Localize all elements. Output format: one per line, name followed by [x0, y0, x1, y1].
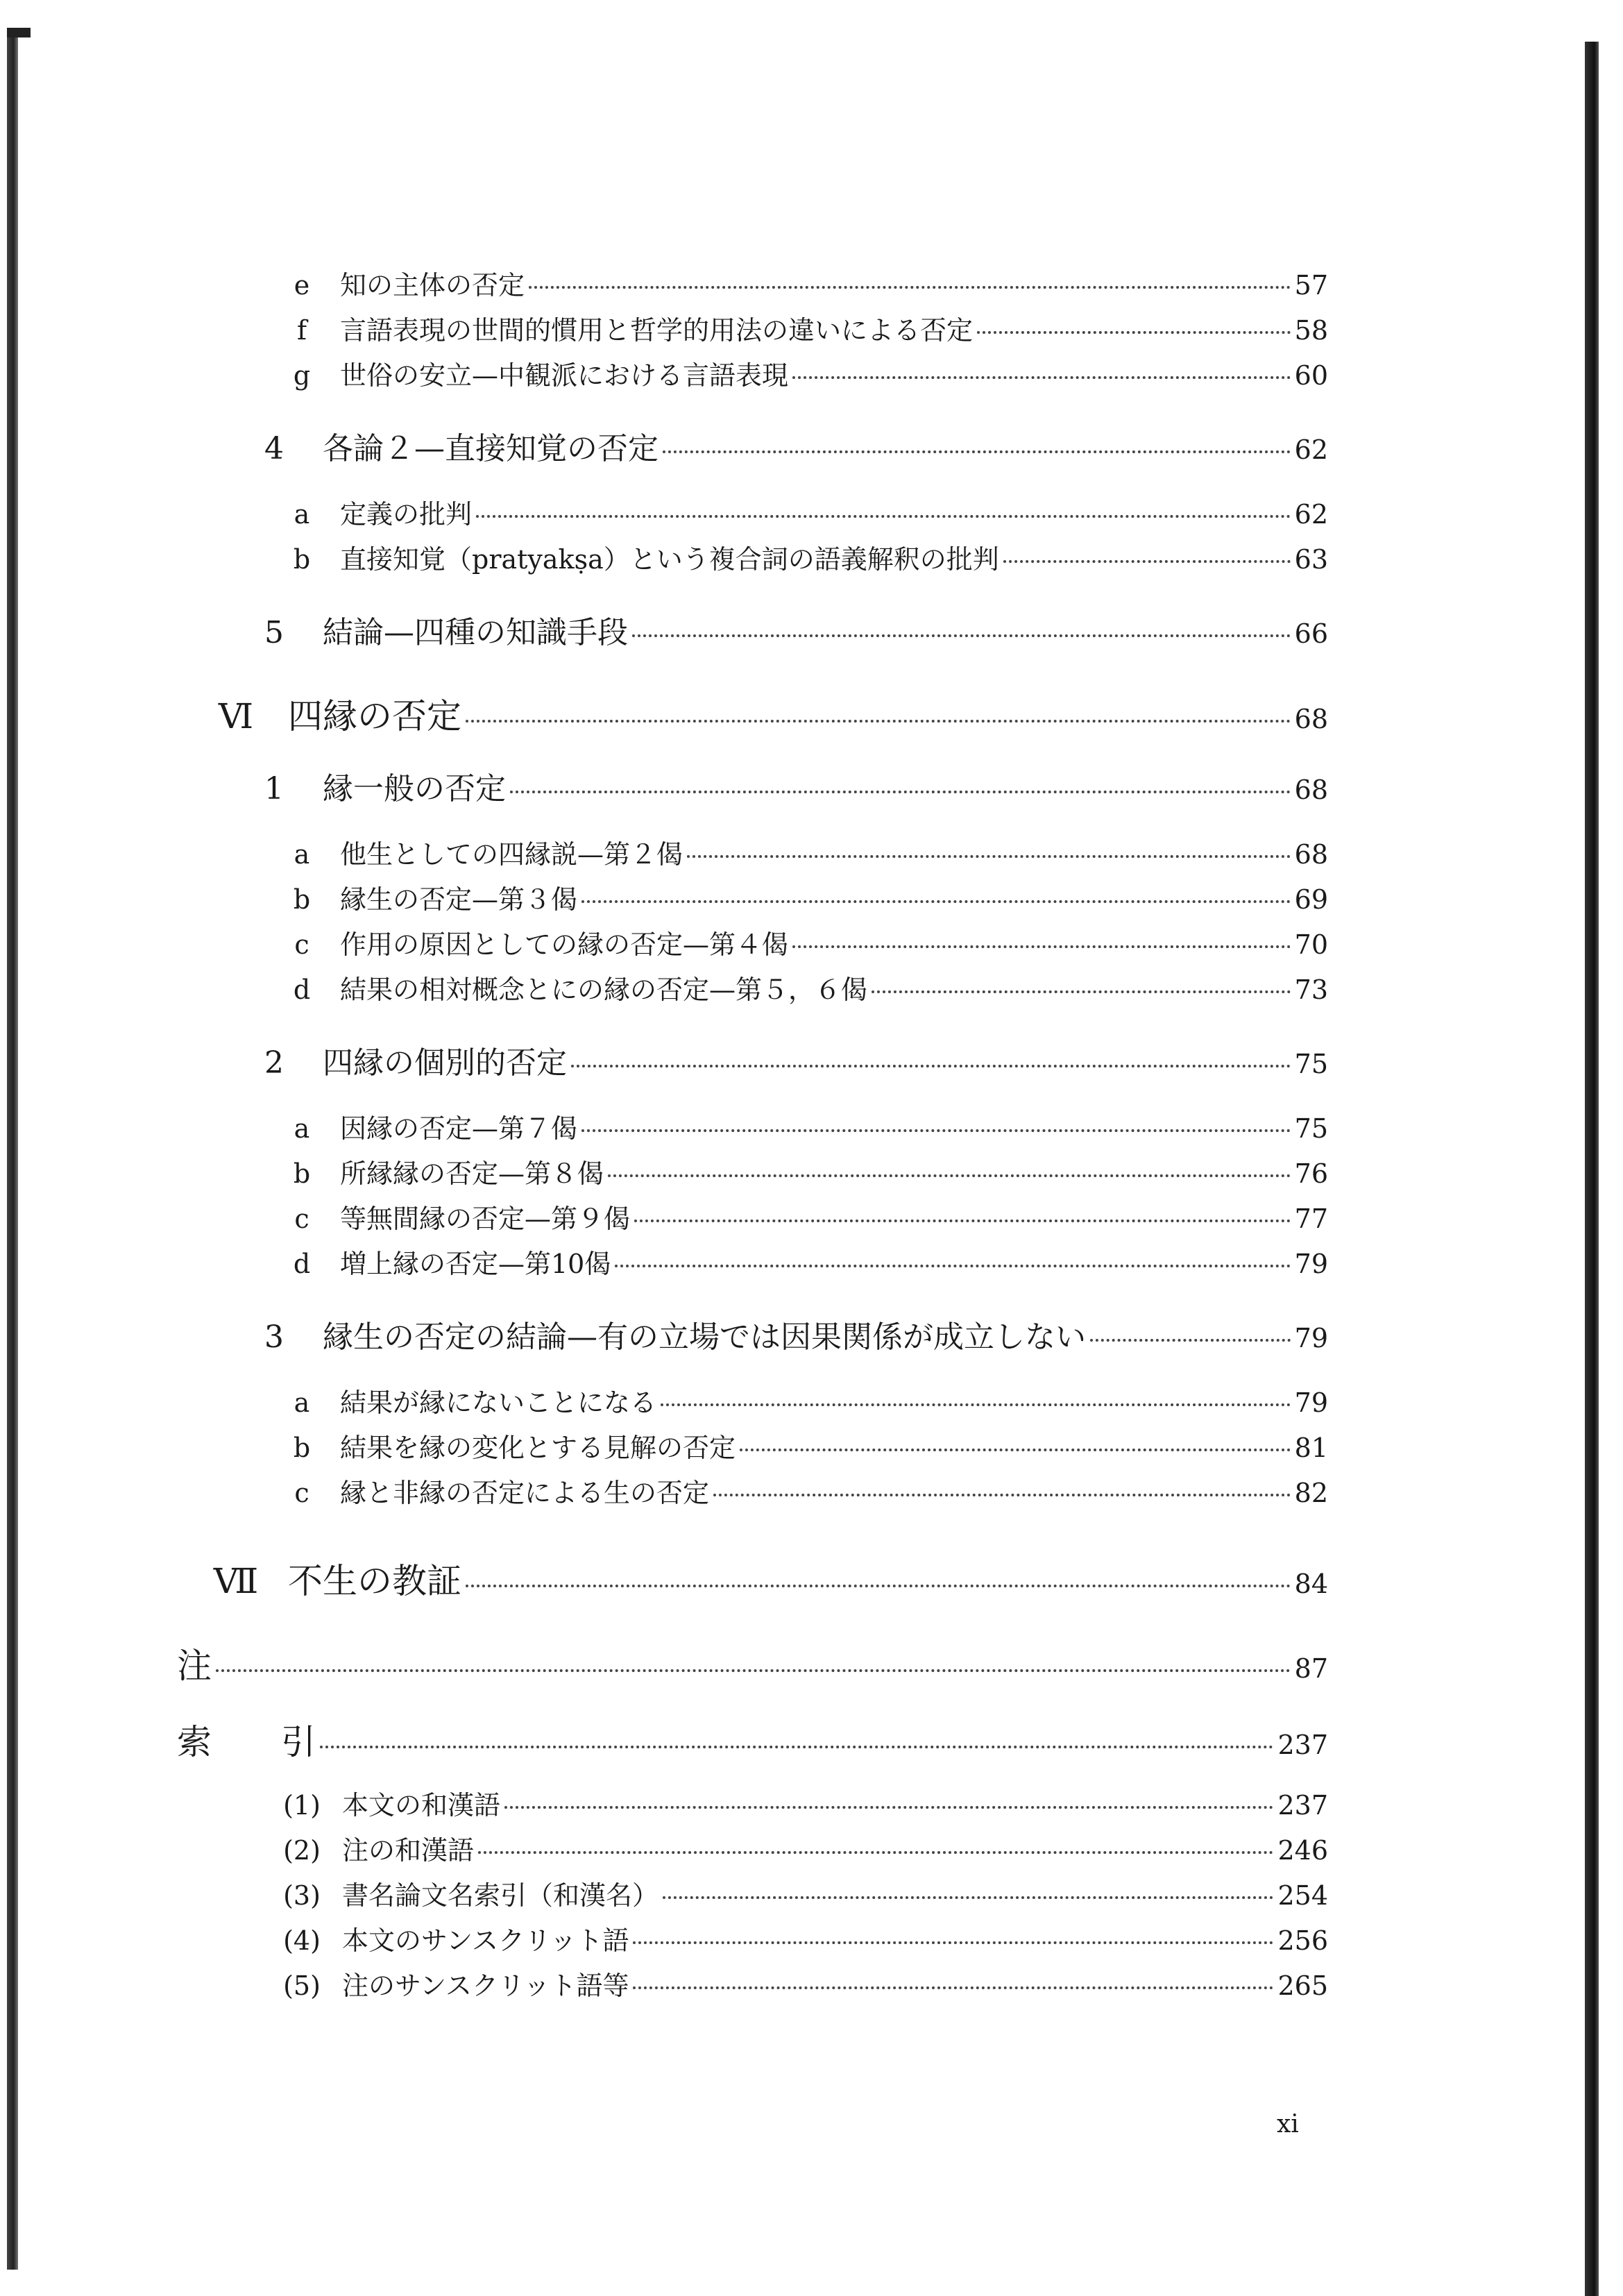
dot-leader [632, 634, 1291, 637]
toc-page: 69 [1294, 884, 1328, 915]
toc-label: 世俗の安立—中観派における言語表現 [340, 360, 789, 391]
toc-number: b [293, 1158, 311, 1189]
toc-label: 結果を縁の変化とする見解の否定 [340, 1433, 736, 1463]
toc-number: d [293, 1249, 311, 1279]
toc-page: 60 [1294, 360, 1328, 391]
dot-leader [687, 855, 1291, 858]
toc-entry [288, 354, 1328, 392]
dot-leader [713, 1494, 1291, 1496]
toc-entry [288, 1426, 1328, 1464]
toc-number: a [294, 839, 310, 870]
toc-number: e [294, 270, 310, 301]
toc-page: 76 [1294, 1158, 1328, 1189]
toc-label: 等無間縁の否定—第９偈 [340, 1204, 631, 1234]
dot-leader [977, 331, 1291, 334]
toc-label: 各論２—直接知覚の否定 [323, 431, 658, 466]
toc-page: 75 [1294, 1049, 1328, 1079]
toc-label: 知の主体の否定 [340, 270, 525, 301]
dot-leader [792, 376, 1291, 379]
toc-entry [288, 878, 1328, 916]
toc-page: 77 [1294, 1204, 1328, 1234]
dot-leader [615, 1265, 1290, 1267]
toc-entry [281, 1874, 1328, 1912]
toc-label: 因縁の否定—第７偈 [340, 1113, 578, 1144]
toc-page: 62 [1294, 434, 1328, 465]
dot-leader [608, 1174, 1291, 1177]
toc-page: 63 [1294, 544, 1328, 575]
toc-page: 265 [1277, 1970, 1328, 2001]
dot-leader [634, 1219, 1291, 1222]
toc-entry [212, 689, 1328, 738]
dot-leader [663, 1896, 1273, 1899]
toc-entry [288, 264, 1328, 302]
toc-page: 62 [1294, 499, 1328, 530]
toc-page: 256 [1277, 1925, 1328, 1956]
toc-label: 索 引 [177, 1722, 316, 1762]
toc-entry [288, 1107, 1328, 1145]
toc-number: 1 [264, 771, 284, 807]
toc-entry [288, 968, 1328, 1006]
toc-label: 注のサンスクリット語等 [342, 1970, 629, 2001]
toc-page: 75 [1294, 1113, 1328, 1144]
dot-leader [571, 1065, 1291, 1067]
toc-entry [288, 309, 1328, 347]
toc-number: 4 [264, 431, 284, 466]
dot-leader [633, 1986, 1273, 1989]
toc-number: d [293, 974, 311, 1005]
toc-label: 作用の原因としての縁の否定—第４偈 [340, 929, 789, 960]
toc-entry [281, 1784, 1328, 1822]
toc-label: 注 [177, 1646, 212, 1686]
toc-number: b [293, 884, 311, 915]
dot-leader [216, 1669, 1291, 1672]
toc-page: 73 [1294, 974, 1328, 1005]
toc-page: 79 [1294, 1249, 1328, 1279]
toc-page: 237 [1277, 1790, 1328, 1821]
dot-leader [320, 1746, 1273, 1748]
toc-number: 2 [264, 1045, 284, 1081]
toc-entry [260, 1312, 1328, 1356]
dot-leader [581, 1129, 1291, 1132]
toc-number: (1) [283, 1790, 321, 1821]
toc-label: 縁生の否定—第３偈 [340, 884, 578, 915]
dot-leader [1090, 1339, 1291, 1342]
toc-page: 70 [1294, 929, 1328, 960]
page-number: xi [1277, 2110, 1299, 2138]
toc-number: b [293, 1433, 311, 1463]
dot-leader [466, 720, 1291, 723]
toc-page: 57 [1294, 270, 1328, 301]
toc-page: 246 [1277, 1835, 1328, 1866]
dot-leader [510, 791, 1291, 793]
toc-entry [260, 607, 1328, 652]
toc-label: 縁一般の否定 [323, 771, 506, 807]
toc-page: 87 [1294, 1653, 1328, 1684]
toc-entry [281, 1919, 1328, 1957]
toc-label: 縁生の否定の結論—有の立場では因果関係が成立しない [323, 1319, 1086, 1355]
toc-entry [260, 763, 1328, 808]
toc-entry [281, 1829, 1328, 1867]
toc-label: 不生の教証 [288, 1561, 461, 1601]
dot-leader [476, 515, 1291, 518]
toc-number: (3) [283, 1880, 321, 1911]
toc-label: 縁と非縁の否定による生の否定 [340, 1478, 710, 1508]
toc-label: 本文のサンスクリット語 [342, 1925, 629, 1956]
dot-leader [872, 990, 1291, 993]
toc-page: 254 [1277, 1880, 1328, 1911]
toc-number: b [293, 544, 311, 575]
toc-number: Ⅶ [213, 1561, 259, 1601]
toc-entry [212, 1553, 1328, 1603]
toc-label: 書名論文名索引（和漢名） [342, 1880, 659, 1911]
toc-entry [288, 538, 1328, 576]
toc-label: 直接知覚（pratyakṣa）という複合詞の語義解釈の批判 [340, 544, 999, 575]
toc-entry [260, 1038, 1328, 1082]
toc-entry [288, 1471, 1328, 1510]
dot-leader [661, 1403, 1291, 1406]
dot-leader [740, 1449, 1291, 1451]
dot-leader [504, 1806, 1273, 1809]
toc-number: c [294, 1204, 309, 1234]
toc-entry [288, 1152, 1328, 1190]
toc-number: (4) [283, 1925, 321, 1956]
toc-number: g [293, 360, 311, 391]
toc-entry [288, 1197, 1328, 1235]
toc-label: 本文の和漢語 [342, 1790, 501, 1821]
toc-page: 79 [1294, 1323, 1328, 1353]
toc-page: 68 [1294, 775, 1328, 805]
toc-label: 結論—四種の知識手段 [323, 615, 628, 650]
dot-leader [663, 450, 1291, 453]
toc-page: 79 [1294, 1387, 1328, 1418]
toc-label: 他生としての四縁説—第２偈 [340, 839, 683, 870]
toc-entry [281, 1964, 1328, 2002]
toc-number: a [294, 1387, 310, 1418]
dot-leader [633, 1941, 1273, 1944]
toc-number: (5) [283, 1970, 321, 2001]
toc-entry [288, 493, 1328, 531]
toc-page: 82 [1294, 1478, 1328, 1508]
toc-label: 四縁の否定 [288, 696, 461, 736]
toc-entry [260, 423, 1328, 468]
toc-page: 68 [1294, 704, 1328, 734]
dot-leader [529, 286, 1291, 289]
toc-number: a [294, 499, 310, 530]
dot-leader [581, 900, 1291, 903]
toc-number: Ⅵ [218, 696, 254, 736]
dot-leader [792, 945, 1291, 948]
toc-page: 68 [1294, 839, 1328, 870]
toc-label: 四縁の個別的否定 [323, 1045, 567, 1081]
toc-label: 言語表現の世間的慣用と哲学的用法の違いによる否定 [340, 315, 974, 346]
toc-entry [288, 833, 1328, 871]
toc-number: a [294, 1113, 310, 1144]
toc-number: f [296, 315, 307, 346]
toc-page: 58 [1294, 315, 1328, 346]
toc-number: c [294, 1478, 309, 1508]
toc-number: (2) [283, 1835, 321, 1866]
toc-entry [288, 923, 1328, 961]
toc-entry [288, 1242, 1328, 1281]
toc-number: c [294, 929, 309, 960]
toc-entry [288, 1381, 1328, 1419]
toc-number: 5 [264, 615, 284, 650]
toc-page: 237 [1277, 1730, 1328, 1760]
toc-page: 81 [1294, 1433, 1328, 1463]
toc-number: 3 [264, 1319, 284, 1355]
toc-label: 結果が縁にないことになる [340, 1387, 657, 1418]
toc-label: 増上縁の否定—第10偈 [340, 1249, 611, 1279]
toc-page: 84 [1294, 1569, 1328, 1599]
dot-leader [466, 1585, 1291, 1587]
dot-leader [1003, 560, 1291, 563]
toc-page: 66 [1294, 618, 1328, 649]
toc-label: 定義の批判 [340, 499, 473, 530]
toc-entry [177, 1638, 1328, 1688]
toc-entry [177, 1714, 1328, 1764]
toc-label: 結果の相対概念とにの縁の否定—第５，６偈 [340, 974, 868, 1005]
toc-label: 所縁縁の否定—第８偈 [340, 1158, 604, 1189]
dot-leader [478, 1851, 1273, 1854]
toc-label: 注の和漢語 [342, 1835, 475, 1866]
